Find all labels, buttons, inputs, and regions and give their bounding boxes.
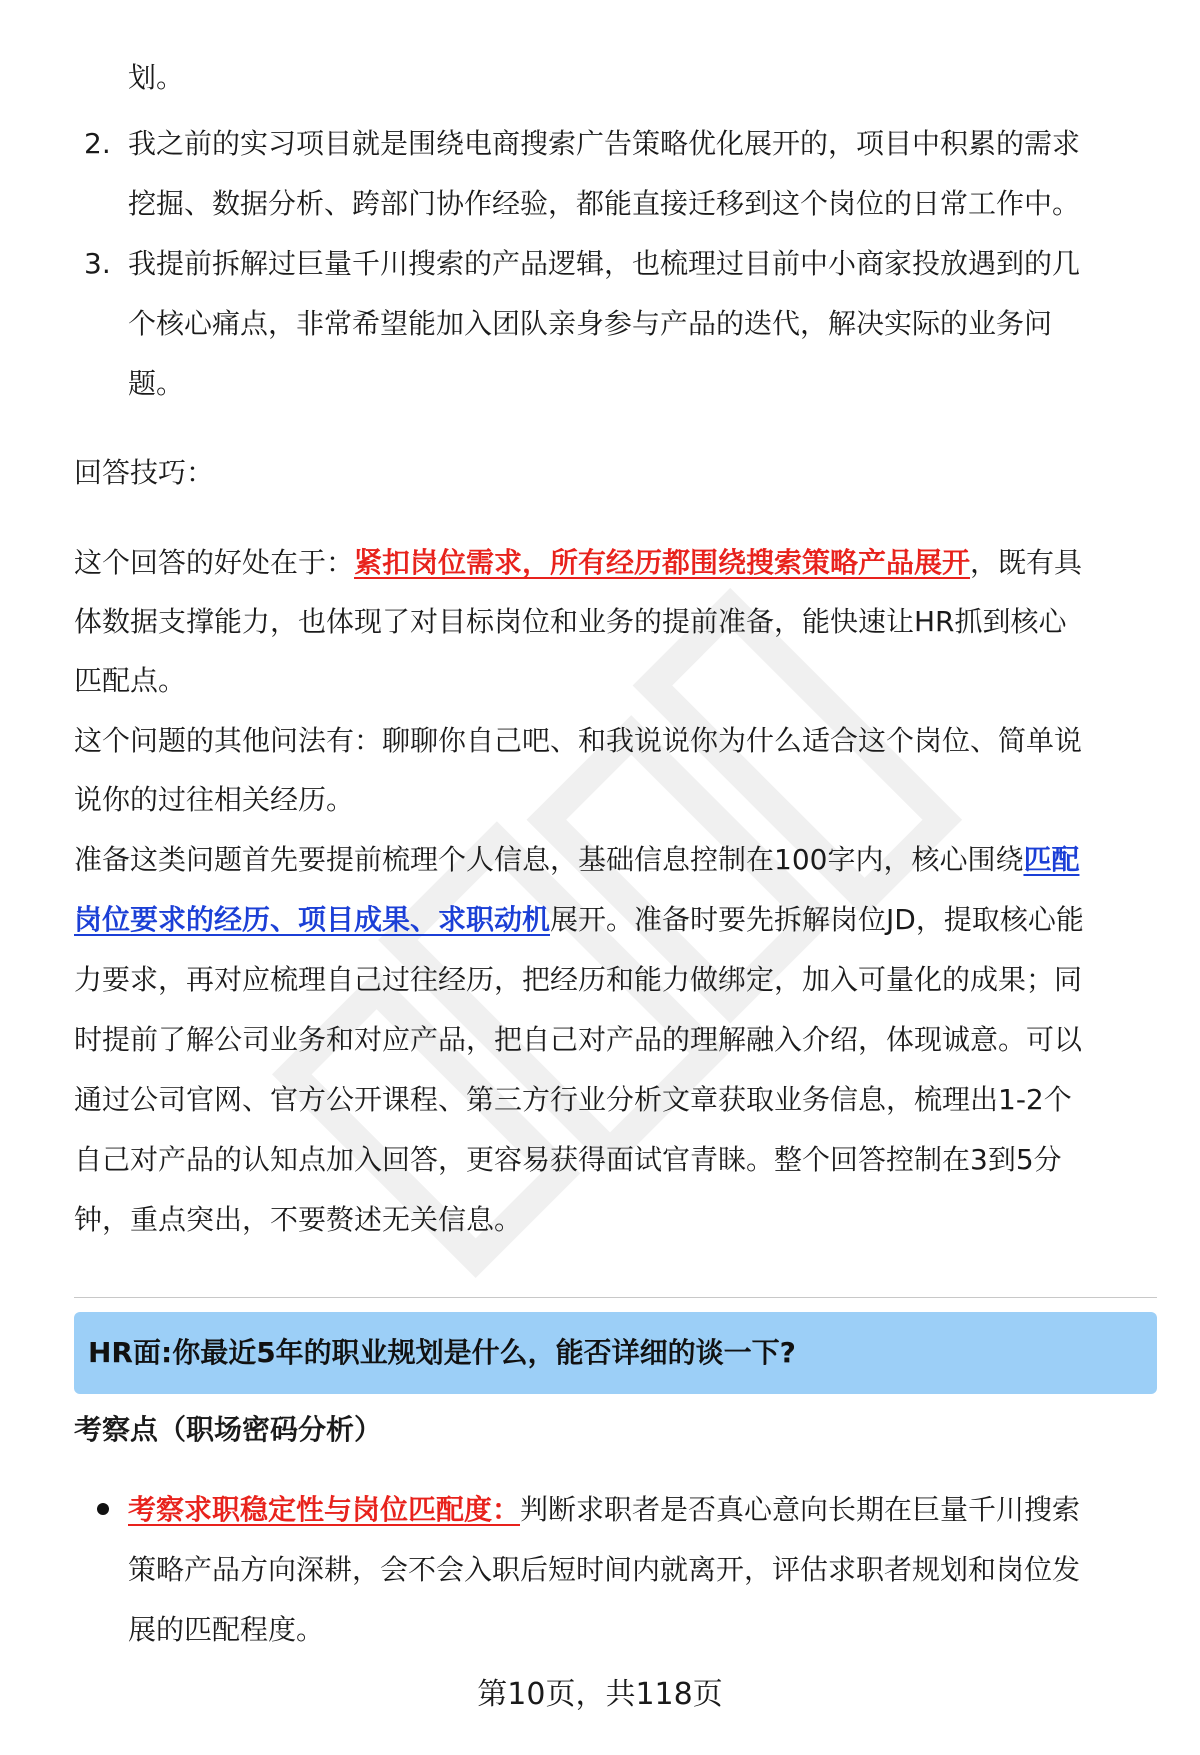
highlight-link-text: 岗位要求的经历、项目成果、求职动机 — [74, 903, 551, 936]
para-2-line-1: 这个问题的其他问法有：聊聊你自己吧、和我说说你为什么适合这个岗位、简单说 — [74, 724, 1083, 757]
bullet-text: 判断求职者是否真心意向长期在巨量千川搜索 — [520, 1493, 1081, 1526]
para-1-line-2: 体数据支撑能力，也体现了对目标岗位和业务的提前准备，能快速让HR抓到核心 — [74, 605, 1067, 638]
para-1-line-1 — [74, 533, 1154, 592]
para-1-tail: ，既有具 — [970, 546, 1083, 579]
section-divider — [74, 1297, 1157, 1298]
bullet-line-2: 策略产品方向深耕，会不会入职后短时间内就离开，评估求职者规划和岗位发 — [128, 1553, 1081, 1586]
list-item-2-line-2: 挖掘、数据分析、跨部门协作经验，都能直接迁移到这个岗位的日常工作中。 — [128, 187, 1081, 220]
para-3-line-2 — [74, 890, 1154, 949]
list-item-3-line-2: 个核心痛点，非常希望能加入团队亲身参与产品的迭代，解决实际的业务问 — [128, 307, 1053, 340]
highlight-link-text: 匹配 — [1023, 843, 1080, 876]
bullet-icon — [97, 1503, 109, 1515]
question-title: HR面:你最近5年的职业规划是什么，能否详细的谈一下? — [88, 1336, 796, 1369]
list-item-2-line-1: 我之前的实习项目就是围绕电商搜索广告策略优化展开的，项目中积累的需求 — [128, 127, 1081, 160]
list-item-3-line-1: 我提前拆解过巨量千川搜索的产品逻辑，也梳理过目前中小商家投放遇到的几 — [128, 247, 1081, 280]
list-number: 2. — [84, 127, 111, 160]
list-item-1-continuation: 划。 — [128, 61, 185, 94]
para-3-line-4: 时提前了解公司业务和对应产品，把自己对产品的理解融入介绍，体现诚意。可以 — [74, 1023, 1083, 1056]
para-3-line-6: 自己对产品的认知点加入回答，更容易获得面试官青睐。整个回答控制在3到5分 — [74, 1143, 1062, 1176]
para-3-text: 展开。准备时要先拆解岗位JD，提取核心能 — [550, 903, 1084, 936]
bullet-line-3: 展的匹配程度。 — [128, 1613, 325, 1646]
para-3-text: 准备这类问题首先要提前梳理个人信息，基础信息控制在100字内，核心围绕 — [74, 843, 1024, 876]
list-item-3-line-3: 题。 — [128, 367, 185, 400]
para-1-lead: 这个回答的好处在于： — [74, 546, 355, 579]
list-number: 3. — [84, 247, 111, 280]
para-3-line-5: 通过公司官网、官方公开课程、第三方行业分析文章获取业务信息，梳理出1-2个 — [74, 1083, 1072, 1116]
page-number-footer: 第10页，共118页 — [477, 1677, 723, 1712]
para-3-line-1 — [74, 830, 1154, 889]
question-banner — [74, 1312, 1157, 1394]
para-2-line-2: 说你的过往相关经历。 — [74, 783, 355, 816]
highlight-text: 考察求职稳定性与岗位匹配度： — [128, 1493, 521, 1526]
highlight-text: 紧扣岗位需求，所有经历都围绕搜索策略产品展开 — [354, 546, 971, 579]
tips-heading: 回答技巧： — [74, 456, 215, 489]
bullet-line-1 — [128, 1480, 1158, 1540]
para-3-line-7: 钟，重点突出，不要赘述无关信息。 — [74, 1203, 523, 1236]
para-1-line-3: 匹配点。 — [74, 664, 187, 697]
para-3-line-3: 力要求，再对应梳理自己过往经历，把经历和能力做绑定，加入可量化的成果；同 — [74, 963, 1083, 996]
section-heading: 考察点（职场密码分析） — [74, 1413, 383, 1446]
